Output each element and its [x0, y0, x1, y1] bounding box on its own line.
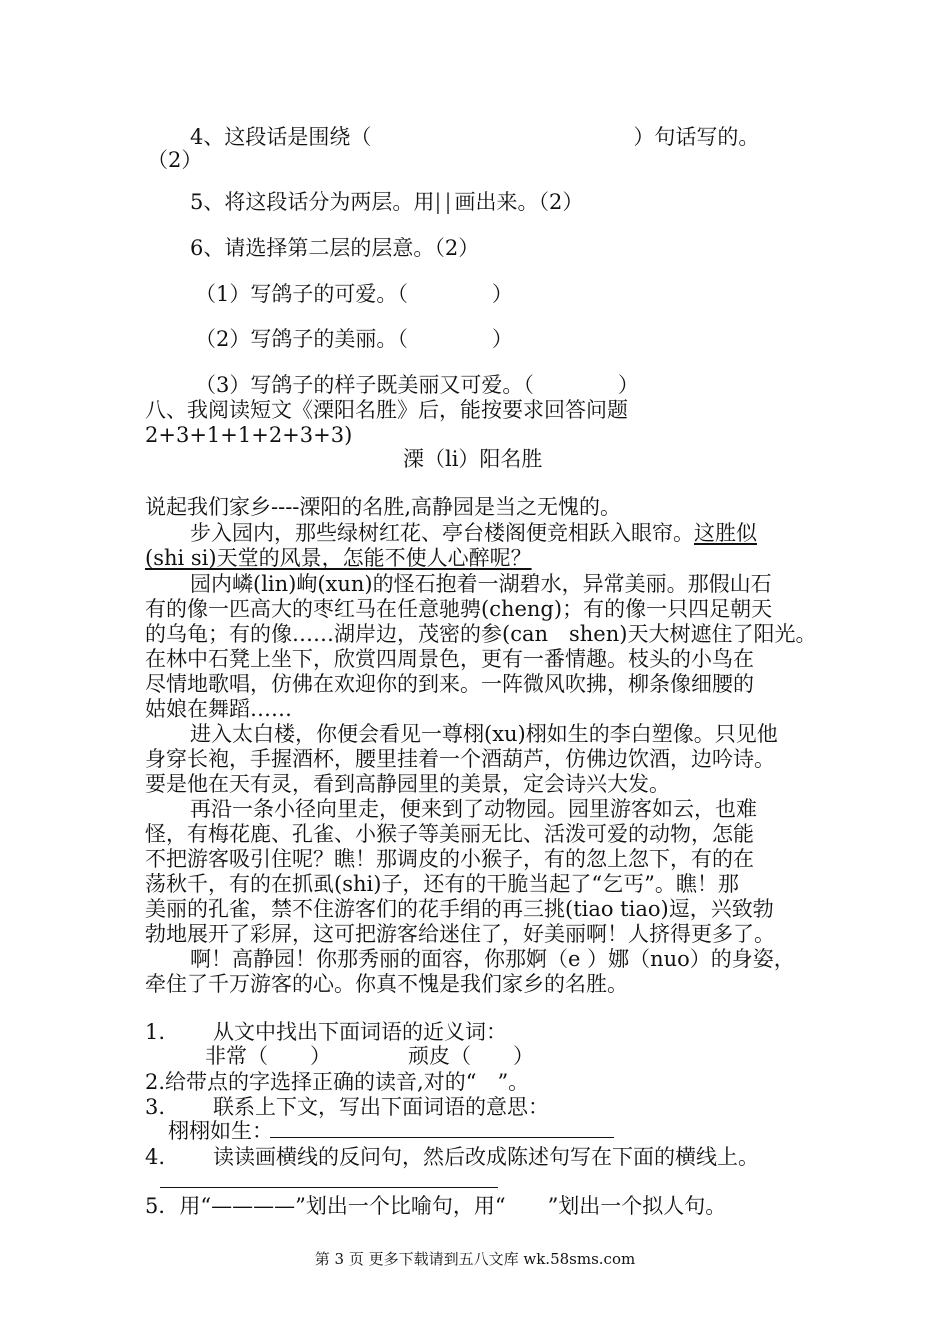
passage-line: 怪，有梅花鹿、孔雀、小猴子等美丽无比、活泼可爱的动物，怎能	[145, 822, 754, 846]
passage-line: 在林中石凳上坐下，欣赏四周景色，更有一番情趣。枝头的小鸟在	[145, 647, 754, 671]
passage-line: 姑娘在舞蹈……	[145, 697, 292, 721]
underlined-sentence: (shi si)天堂的风景，怎能不使人心醉呢？	[145, 546, 532, 570]
question-1	[145, 1019, 507, 1045]
question-text: 从文中找出下面词语的近义词：	[213, 1020, 508, 1044]
question-4-score: （2）	[147, 148, 203, 172]
question-number: 1.	[145, 1020, 166, 1044]
question-5-text-b: 画出来。（2）	[454, 190, 584, 214]
passage-line: 美丽的孔雀，禁不住游客们的花手绢的再三挑(tiao tiao)逗，兴致勃	[145, 897, 774, 921]
question-4-text-a: 4、这段话是围绕（	[190, 125, 372, 149]
passage-line	[190, 520, 757, 546]
synonym-word-1: 非常（ ）	[205, 1044, 331, 1068]
passage-line: 荡秋千，有的在抓虱(shi)子，还有的干脆当起了“乞丐”。瞧！那	[145, 872, 739, 896]
question-4	[190, 124, 759, 150]
page-footer: 第 3 页 更多下载请到五八文库 wk.58sms.com	[314, 1250, 636, 1268]
section-8-scores: 2+3+1+1+2+3+3)	[145, 423, 353, 447]
question-5	[190, 189, 583, 215]
passage-line: 身穿长袍，手握酒杯，腰里挂着一个酒葫芦，仿佛边饮酒，边吟诗。	[145, 747, 775, 771]
question-2: 2.给带点的字选择正确的读音,对的“ ”。	[145, 1070, 530, 1094]
passage-line: 的乌龟；有的像……湖岸边，茂密的参(can shen)天大树遮住了阳光。	[145, 622, 817, 646]
question-number: 3.	[145, 1095, 166, 1119]
answer-line[interactable]	[160, 1187, 498, 1188]
question-6: 6、请选择第二层的层意。（2）	[190, 236, 480, 260]
answer-line[interactable]	[270, 1137, 614, 1138]
passage-line: 要是他在天有灵，看到高静园里的美景，定会诗兴大发。	[145, 772, 670, 796]
question-4b	[145, 1144, 759, 1170]
passage-line: 尽情地歌唱，仿佛在欢迎你的到来。一阵微风吹拂，柳条像细腰的	[145, 672, 754, 696]
passage-line: 再沿一条小径向里走，便来到了动物园。园里游客如云，也难	[190, 797, 757, 821]
word-meaning-prompt: 栩栩如生：	[168, 1119, 273, 1143]
question-number: 4.	[145, 1145, 166, 1169]
passage-text: 步入园内，那些绿树红花、亭台楼阁便竞相跃入眼帘。	[190, 521, 694, 545]
synonym-word-2: 顽皮（ ）	[408, 1044, 534, 1068]
option-2: （2）写鸽子的美丽。（ ）	[195, 327, 513, 351]
section-8-heading: 八、我阅读短文《溧阳名胜》后，能按要求回答问题	[145, 398, 628, 422]
passage-line: 园内嶙(lin)峋(xun)的怪石抱着一湖碧水，异常美丽。那假山石	[190, 572, 772, 596]
passage-line	[145, 545, 532, 571]
option-3: （3）写鸽子的样子既美丽又可爱。（ ）	[195, 373, 639, 397]
passage-line: 有的像一匹高大的枣红马在任意驰骋(cheng)；有的像一只四足朝天	[145, 597, 773, 621]
question-5b: 5．用“————”划出一个比喻句，用“ ”划出一个拟人句。	[145, 1194, 727, 1218]
passage-line: 啊！高静园！你那秀丽的面容，你那婀（e ）娜（nuo）的身姿，	[190, 947, 795, 971]
question-text: 读读画横线的反问句，然后改成陈述句写在下面的横线上。	[213, 1145, 760, 1169]
question-3	[145, 1094, 549, 1120]
passage-line: 牵住了千万游客的心。你真不愧是我们家乡的名胜。	[145, 972, 628, 996]
question-4-text-b: ）句话写的。	[633, 125, 760, 149]
question-5-text-a: 5、将这段话分为两层。用	[190, 190, 435, 214]
question-text: 联系上下文，写出下面词语的意思：	[213, 1095, 550, 1119]
passage-line: 不把游客吸引住呢？瞧！那调皮的小猴子，有的忽上忽下，有的在	[145, 847, 754, 871]
underlined-sentence: 这胜似	[694, 521, 757, 545]
passage-title: 溧（li）阳名胜	[403, 447, 543, 471]
passage-line: 勃地展开了彩屏，这可把游客给迷住了，好美丽啊！人挤得更多了。	[145, 922, 775, 946]
option-1: （1）写鸽子的可爱。（ ）	[195, 282, 513, 306]
passage-line: 说起我们家乡----溧阳的名胜,高静园是当之无愧的。	[145, 495, 622, 519]
divider-mark: ||	[434, 190, 455, 214]
passage-line: 进入太白楼，你便会看见一尊栩(xu)栩如生的李白塑像。只见他	[190, 722, 778, 746]
